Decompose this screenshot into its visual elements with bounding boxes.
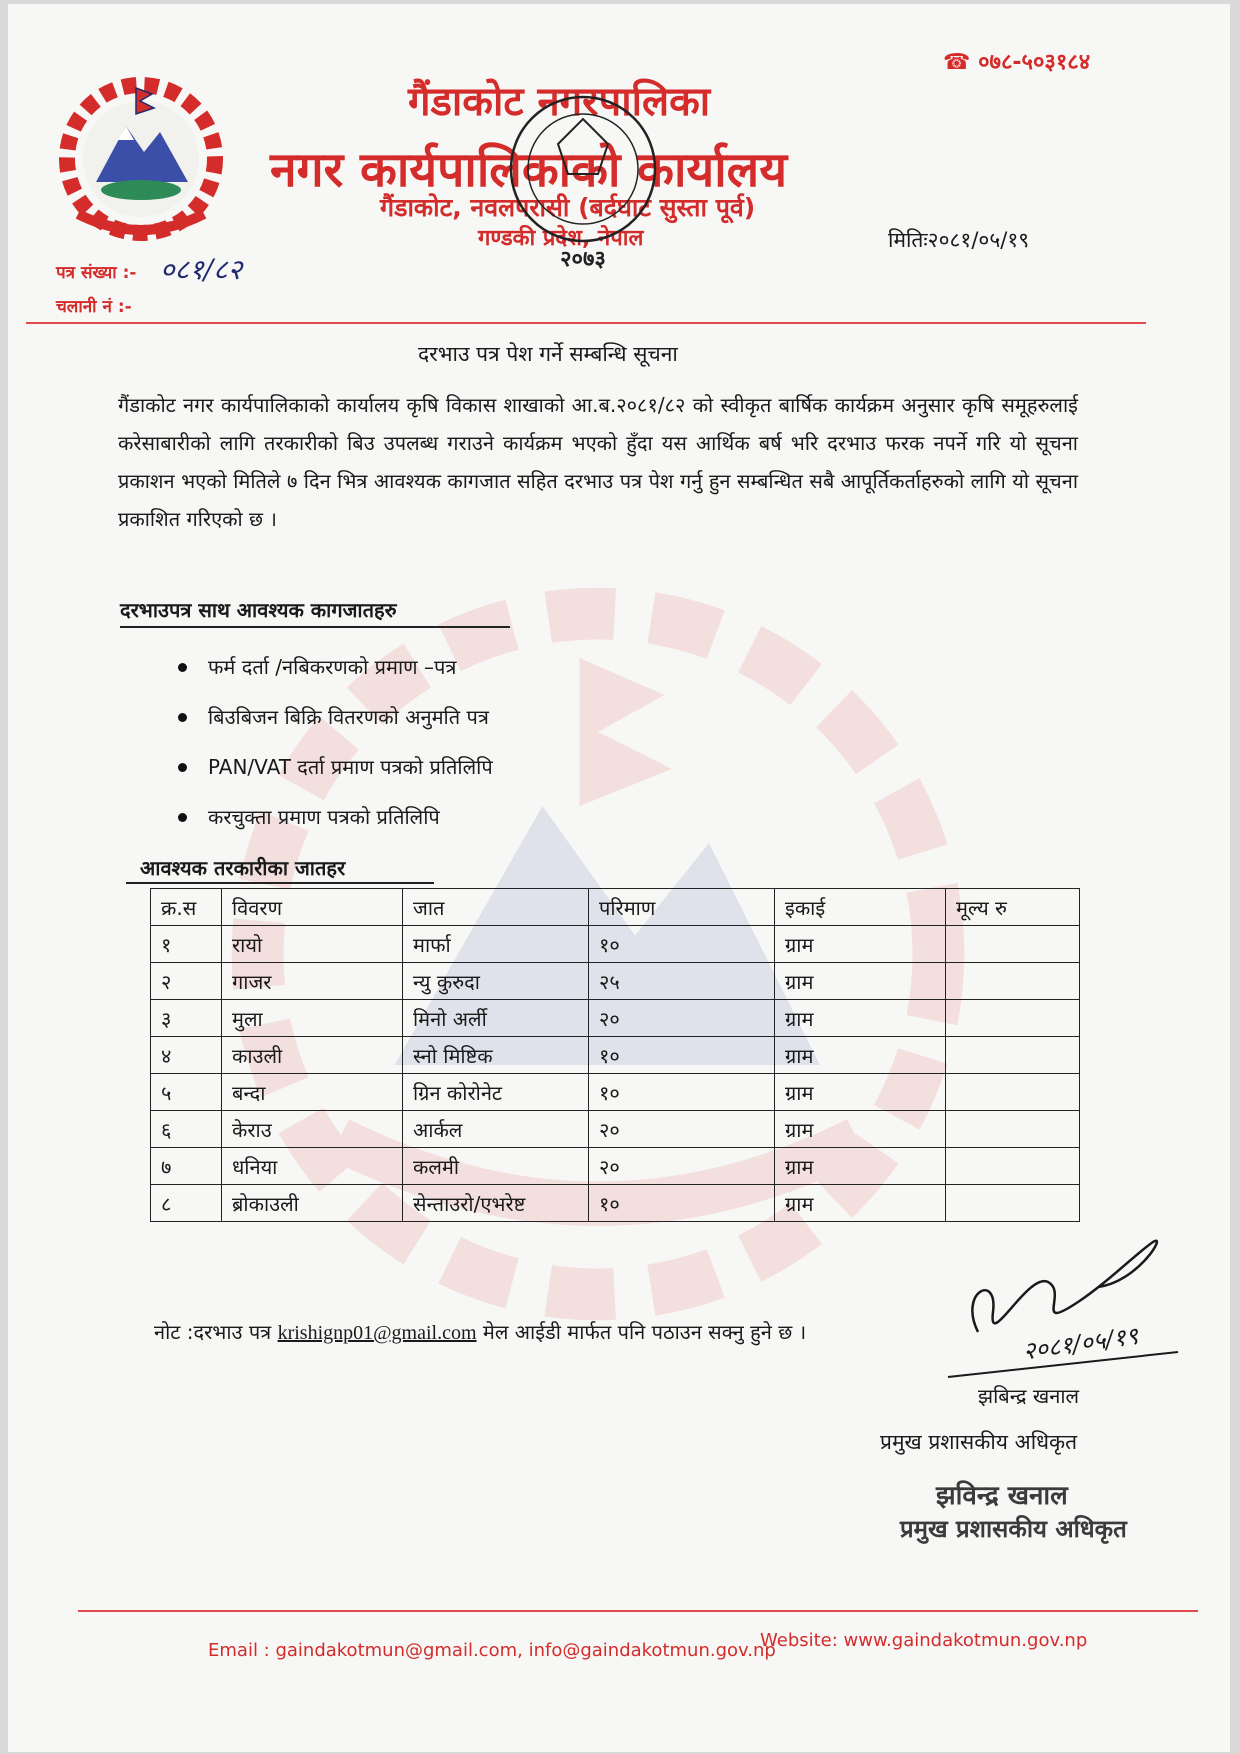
cell-description: गाजर (222, 963, 403, 1000)
office-seal-icon (498, 84, 668, 284)
reference-number-handwritten: ०८१/८२ (160, 253, 243, 286)
column-header-unit: इकाई (775, 889, 946, 926)
cell-description: बन्दा (222, 1074, 403, 1111)
cell-price (946, 1000, 1080, 1037)
footer-website[interactable]: Website: www.gaindakotmun.gov.np (760, 1630, 1088, 1651)
cell-price (946, 1111, 1080, 1148)
bullet-icon (178, 763, 187, 772)
note-suffix: मेल आईडी मार्फत पनि पठाउन सक्नु हुने छ । (482, 1320, 807, 1344)
table-row (151, 1148, 1080, 1185)
cell-unit: ग्राम (775, 1074, 946, 1111)
documents-heading-underline (120, 626, 510, 628)
list-item: फर्म दर्ता /नबिकरणको प्रमाण –पत्र (208, 652, 493, 702)
table-row (151, 926, 1080, 963)
cell-quantity: १० (589, 1185, 775, 1222)
cell-price (946, 926, 1080, 963)
documents-list (208, 652, 493, 852)
cell-serial: ४ (151, 1037, 222, 1074)
cell-description: मुला (222, 1000, 403, 1037)
column-header-description: विवरण (222, 889, 403, 926)
cell-description: काउली (222, 1037, 403, 1074)
office-name: नगर कार्यपालिकाको कार्यालय (270, 142, 788, 198)
cell-serial: ६ (151, 1111, 222, 1148)
table-header-row (151, 889, 1080, 926)
cell-quantity: २५ (589, 963, 775, 1000)
vegetables-table (150, 888, 1080, 1222)
reference-number-label: पत्र संख्या :- (56, 263, 137, 283)
dispatch-number-label: चलानी नं :- (56, 297, 132, 317)
cell-unit: ग्राम (775, 1037, 946, 1074)
column-header-quantity: परिमाण (589, 889, 775, 926)
table-row (151, 1111, 1080, 1148)
column-header-variety: जात (403, 889, 589, 926)
notice-subject: दरभाउ पत्र पेश गर्ने सम्बन्धि सूचना (418, 342, 678, 366)
cell-quantity: १० (589, 1037, 775, 1074)
government-emblem-icon (56, 74, 226, 244)
municipality-name: गैंडाकोट नगरपालिका (408, 79, 711, 125)
header-divider (26, 322, 1146, 324)
note-email-link[interactable]: krishignp01@gmail.com (277, 1322, 477, 1344)
cell-variety: स्नो मिष्टिक (403, 1037, 589, 1074)
list-item: PAN/VAT दर्ता प्रमाण पत्रको प्रतिलिपि (208, 752, 493, 802)
cell-quantity: २० (589, 1111, 775, 1148)
cell-description: रायो (222, 926, 403, 963)
cell-description: ब्रोकाउली (222, 1185, 403, 1222)
table-row (151, 1074, 1080, 1111)
table-row (151, 1000, 1080, 1037)
footer-email[interactable]: Email : gaindakotmun@gmail.com, info@gaindakotmun.gov.np (208, 1640, 776, 1661)
cell-serial: १ (151, 926, 222, 963)
list-item: करचुक्ता प्रमाण पत्रको प्रतिलिपि (208, 802, 493, 852)
cell-variety: कलमी (403, 1148, 589, 1185)
bullet-icon (178, 813, 187, 822)
cell-description: केराउ (222, 1111, 403, 1148)
title-stamp: प्रमुख प्रशासकीय अधिकृत (900, 1515, 1127, 1543)
letter-page (8, 4, 1230, 1752)
cell-variety: न्यु कुरुदा (403, 963, 589, 1000)
signature-icon (938, 1212, 1188, 1382)
phone-number: ☎ ०७८-५०३१८४ (943, 50, 1091, 75)
cell-quantity: १० (589, 1074, 775, 1111)
list-item: बिउबिजन बिक्रि वितरणको अनुमति पत्र (208, 702, 493, 752)
cell-unit: ग्राम (775, 1148, 946, 1185)
office-address: गैंडाकोट, नवलपरासी (बर्दघाट सुस्ता पूर्व) (380, 193, 756, 222)
table-row (151, 1037, 1080, 1074)
cell-unit: ग्राम (775, 1111, 946, 1148)
cell-unit: ग्राम (775, 1000, 946, 1037)
footer-divider (78, 1610, 1198, 1612)
column-header-serial: क्र.स (151, 889, 222, 926)
signature-date: २०८१/०५/१९ (1021, 1321, 1140, 1366)
name-stamp: झविन्द्र खनाल (936, 1481, 1068, 1511)
table-row (151, 963, 1080, 1000)
email-note (154, 1318, 806, 1345)
cell-variety: मार्फा (403, 926, 589, 963)
cell-price (946, 1037, 1080, 1074)
column-header-price: मूल्य रु (946, 889, 1080, 926)
vegetables-heading-underline (126, 882, 434, 884)
cell-price (946, 963, 1080, 1000)
cell-unit: ग्राम (775, 926, 946, 963)
cell-variety: ग्रिन कोरोनेट (403, 1074, 589, 1111)
cell-price (946, 1074, 1080, 1111)
cell-description: धनिया (222, 1148, 403, 1185)
documents-heading: दरभाउपत्र साथ आवश्यक कागजातहरु (120, 598, 397, 622)
cell-unit: ग्राम (775, 963, 946, 1000)
cell-serial: २ (151, 963, 222, 1000)
letter-date: मितिः२०८१/०५/१९ (888, 228, 1030, 252)
notice-body: गैंडाकोट नगर कार्यपालिकाको कार्यालय कृषि विकास शाखाको आ.ब.२०८१/८२ को स्वीकृत बार्षिक कार्यक्रम अनुसार कृषि समूहरुलाई करेसाबारीको लागि तरकारीको बिउ उपलब्ध गराउने कार्यक्रम भएको हुँदा यस आर्थिक बर्ष भरि दरभाउ फरक नपर्ने गरि यो सूचना प्रकाशन भएको मितिले ७ दिन भित्र आवश्यक कागजात सहित दरभाउ पत्र पेश गर्नु हुन सम्बन्धित सबै आपूर्तिकर्ताहरुको लागि यो सूचना प्रकाशित गरिएको छ । (118, 393, 1078, 531)
cell-price (946, 1148, 1080, 1185)
cell-serial: ५ (151, 1074, 222, 1111)
signatory-title: प्रमुख प्रशासकीय अधिकृत (880, 1430, 1078, 1454)
bullet-icon (178, 663, 187, 672)
cell-quantity: १० (589, 926, 775, 963)
bullet-icon (178, 713, 187, 722)
cell-variety: सेन्ताउरो/एभरेष्ट (403, 1185, 589, 1222)
signatory-name: झबिन्द्र खनाल (978, 1384, 1080, 1408)
office-province: गण्डकी प्रदेश, नेपाल (478, 226, 644, 251)
cell-unit: ग्राम (775, 1185, 946, 1222)
vegetables-heading: आवश्यक तरकारीका जातहर (140, 856, 346, 880)
cell-serial: ८ (151, 1185, 222, 1222)
cell-quantity: २० (589, 1000, 775, 1037)
cell-variety: मिनो अर्ली (403, 1000, 589, 1037)
cell-serial: ३ (151, 1000, 222, 1037)
note-prefix: नोट :दरभाउ पत्र (154, 1320, 272, 1344)
cell-variety: आर्कल (403, 1111, 589, 1148)
seal-year: २०७३ (560, 247, 606, 272)
cell-quantity: २० (589, 1148, 775, 1185)
cell-serial: ७ (151, 1148, 222, 1185)
